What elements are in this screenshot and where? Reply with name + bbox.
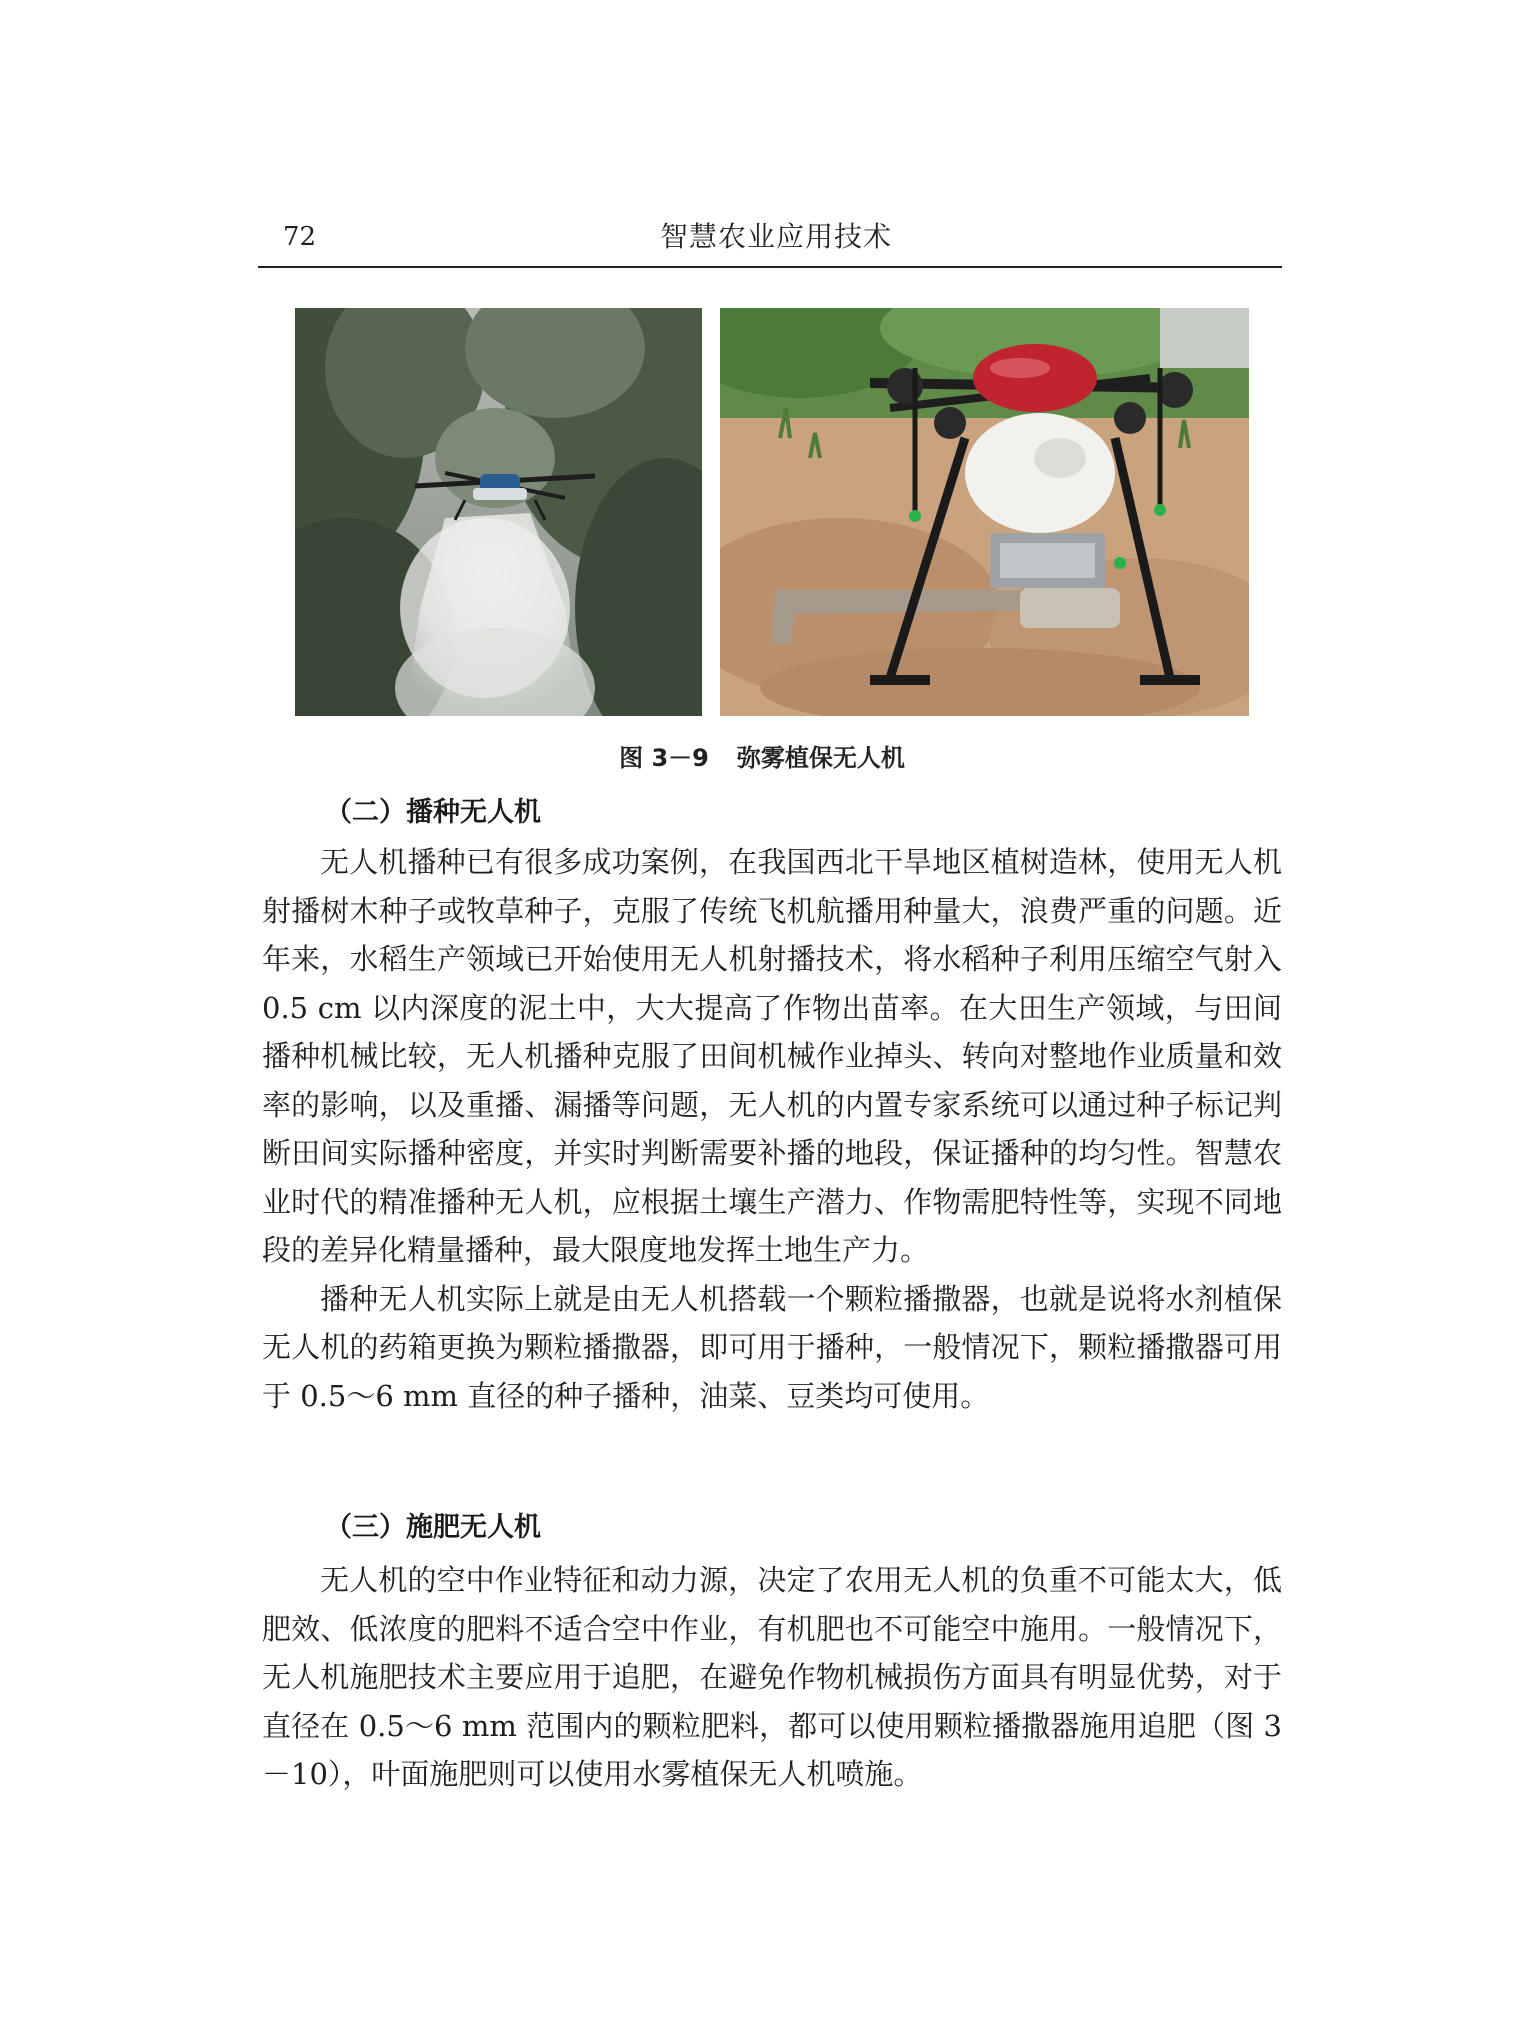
section-body-seeding-drone — [262, 838, 1282, 1420]
drone-on-ground-photo — [720, 308, 1249, 716]
header-rule — [258, 266, 1282, 268]
paragraph: 无人机播种已有很多成功案例，在我国西北干旱地区植树造林，使用无人机射播树木种子或牧草种子，克服了传统飞机航播用种量大，浪费严重的问题。近年来，水稻生产领域已开始使用无人机射播技术，将水稻种子利用压缩空气射入 0.5 cm 以内深度的泥土中，大大提高了作物出苗率。在大田生产领域，与田间播种机械比较，无人机播种克服了田间机械作业掉头、转向对整地作业质量和效率的影响，以及重播、漏播等问题，无人机的内置专家系统可以通过种子标记判断田间实际播种密度，并实时判断需要补播的地段，保证播种的均匀性。智慧农业时代的精准播种无人机，应根据土壤生产潜力、作物需肥特性等，实现不同地段的差异化精量播种，最大限度地发挥土地生产力。 — [262, 845, 1282, 1267]
mist-spraying-drone-photo-icon — [295, 308, 702, 716]
paragraph: 播种无人机实际上就是由无人机搭载一个颗粒播撒器，也就是说将水剂植保无人机的药箱更换为颗粒播撒器，即可用于播种，一般情况下，颗粒播撒器可用于 0.5～6 mm 直径的种子播种，油菜、豆类均可使用。 — [262, 1281, 1282, 1413]
page-number: 72 — [283, 222, 317, 252]
drone-on-ground-photo-icon — [720, 308, 1249, 716]
caption-number: 图 3－9 — [619, 744, 709, 772]
paragraph: 无人机的空中作业特征和动力源，决定了农用无人机的负重不可能太大，低肥效、低浓度的肥料不适合空中作业，有机肥也不可能空中施用。一般情况下，无人机施肥技术主要应用于追肥，在避免作物机械损伤方面具有明显优势，对于直径在 0.5～6 mm 范围内的颗粒肥料，都可以使用颗粒播撒器施用追肥（图 3－10），叶面施肥则可以使用水雾植保无人机喷施。 — [262, 1563, 1282, 1791]
figure-3-9 — [295, 308, 1249, 718]
section-heading-seeding-drone: （二）播种无人机 — [325, 797, 541, 828]
figure-caption — [0, 742, 1524, 774]
caption-title: 弥雾植保无人机 — [736, 744, 905, 772]
running-title: 智慧农业应用技术 — [660, 220, 893, 253]
section-body-fertilizing-drone — [262, 1556, 1282, 1799]
mist-spraying-drone-photo — [295, 308, 702, 716]
section-heading-fertilizing-drone: （三）施肥无人机 — [325, 1512, 541, 1543]
